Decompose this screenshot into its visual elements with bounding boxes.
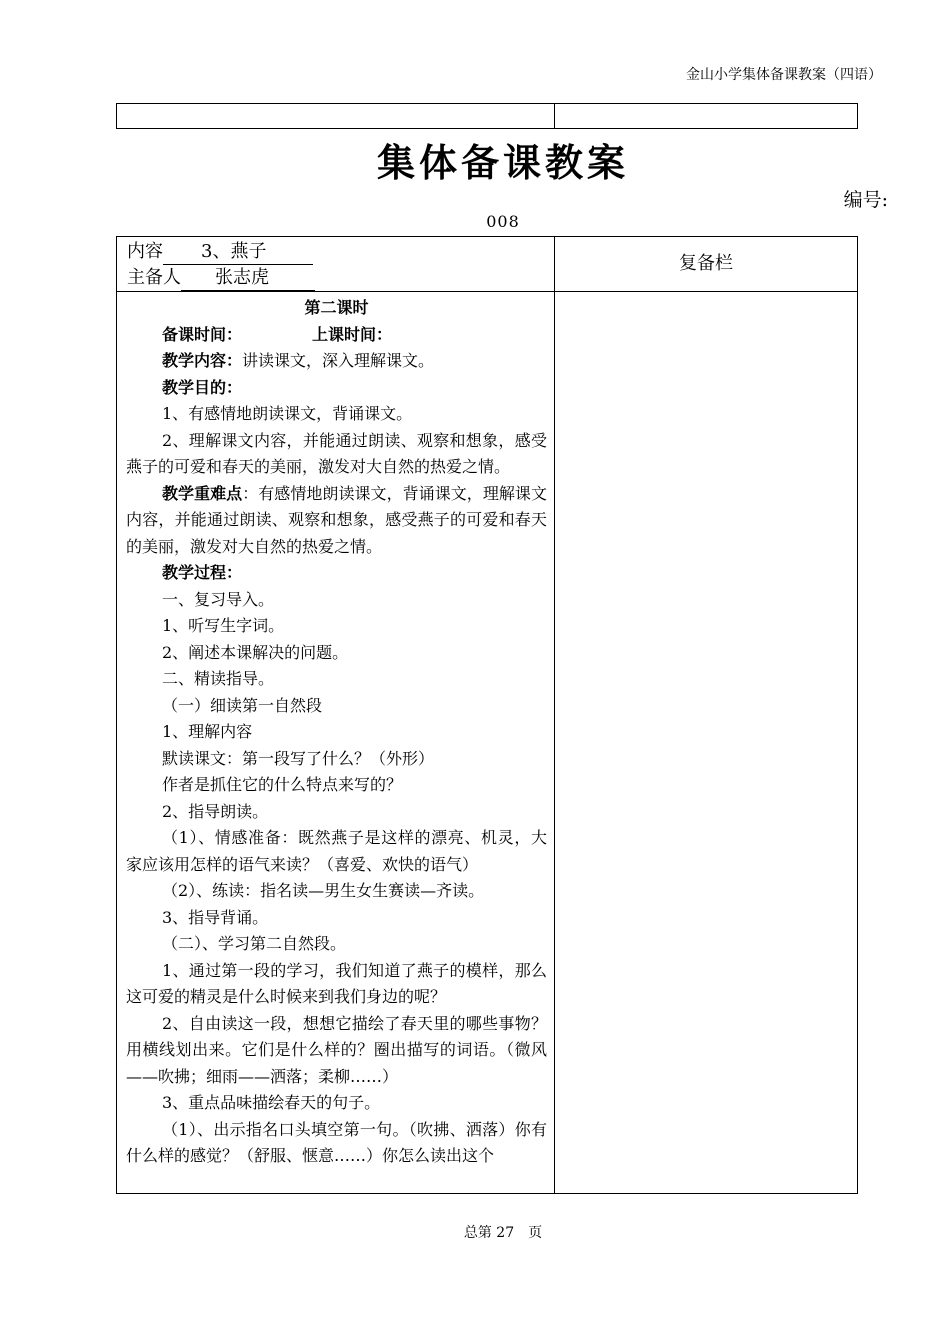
lesson-info: [127, 239, 315, 291]
school-header: 金山小学集体备课教案（四语）: [686, 67, 882, 83]
process-line: （一）细读第一自然段: [162, 695, 323, 715]
lesson-table: [116, 236, 858, 1194]
goal-2: 2、理解课文内容，并能通过朗读、观察和想象，感受燕子的可爱和春天的美丽，激发对大自然的热爱之情。: [126, 430, 547, 476]
page-footer: 总第 27 页: [463, 1225, 543, 1241]
session-title: 第二课时: [304, 298, 369, 317]
key-points-text: ：有感情地朗读课文，背诵课文，理解课文内容，并能通过朗读、观察和想象，感受燕子的可爱和春天的美丽，激发对大自然的热爱之情。: [126, 483, 547, 556]
goals-label: 教学目的：: [162, 377, 243, 397]
table-column-divider: [554, 237, 555, 1193]
content-row: [127, 239, 315, 265]
content-value: 3、燕子: [163, 239, 313, 265]
process-line: （二）、学习第二自然段。: [162, 934, 347, 953]
process-line: （1）、出示指名口头填空第一句。（吹拂、洒落）你有什么样的感觉？（舒服、惬意……）你怎么读出这个: [126, 1119, 547, 1165]
top-table-divider: [554, 104, 555, 128]
process-line: 1、听写生字词。: [162, 616, 285, 635]
content-label: 内容: [127, 241, 163, 262]
process-line: 一、复习导入。: [162, 589, 275, 609]
host-label: 主备人: [127, 267, 181, 288]
key-points: [126, 481, 547, 561]
lesson-content: [126, 295, 547, 1170]
process-line: 默读课文：第一段写了什么？（外形）: [162, 748, 435, 768]
host-row: [127, 265, 315, 291]
process-label: 教学过程：: [162, 563, 243, 582]
review-column-header: 复备栏: [679, 253, 733, 274]
table-header-divider: [117, 291, 857, 292]
process-line: 2、指导朗读。: [162, 801, 269, 821]
teaching-content: [126, 348, 547, 375]
code-number: 008: [486, 212, 520, 231]
process-line: 3、指导背诵。: [162, 907, 269, 927]
teaching-content-text: 讲读课文，深入理解课文。: [242, 351, 435, 370]
process-line: （2）、练读：指名读—男生女生赛读—齐读。: [162, 881, 485, 900]
top-blank-table: [116, 103, 858, 129]
key-points-label: 教学重难点: [162, 483, 243, 503]
time-row: [126, 322, 547, 349]
process-line: 2、自由读这一段，想想它描绘了春天里的哪些事物？用横线划出来。它们是什么样的？圈出描写的词语。（微风——吹拂；细雨——洒落；柔柳……）: [126, 1013, 547, 1086]
code-label: 编号:: [843, 189, 888, 211]
process-line: 1、通过第一段的学习，我们知道了燕子的模样，那么这可爱的精灵是什么时候来到我们身边的呢？: [126, 960, 547, 1006]
process-line: 1、理解内容: [162, 722, 253, 741]
class-time-label: 上课时间：: [312, 324, 393, 344]
page-title: 集体备课教案: [376, 140, 629, 185]
prep-time-label: 备课时间：: [162, 324, 243, 344]
process-line: 二、精读指导。: [162, 669, 275, 688]
teaching-content-label: 教学内容：: [162, 351, 243, 370]
process-line: 3、重点品味描绘春天的句子。: [162, 1093, 381, 1112]
process-line: 2、阐述本课解决的问题。: [162, 642, 349, 662]
host-value: 张志虎: [181, 265, 315, 291]
process-line: （1）、情感准备：既然燕子是这样的漂亮、机灵，大家应该用怎样的语气来读？（喜爱、欢快的语气）: [126, 828, 547, 874]
process-line: 作者是抓住它的什么特点来写的？: [162, 775, 403, 794]
goal-1: 1、有感情地朗读课文，背诵课文。: [162, 404, 413, 423]
